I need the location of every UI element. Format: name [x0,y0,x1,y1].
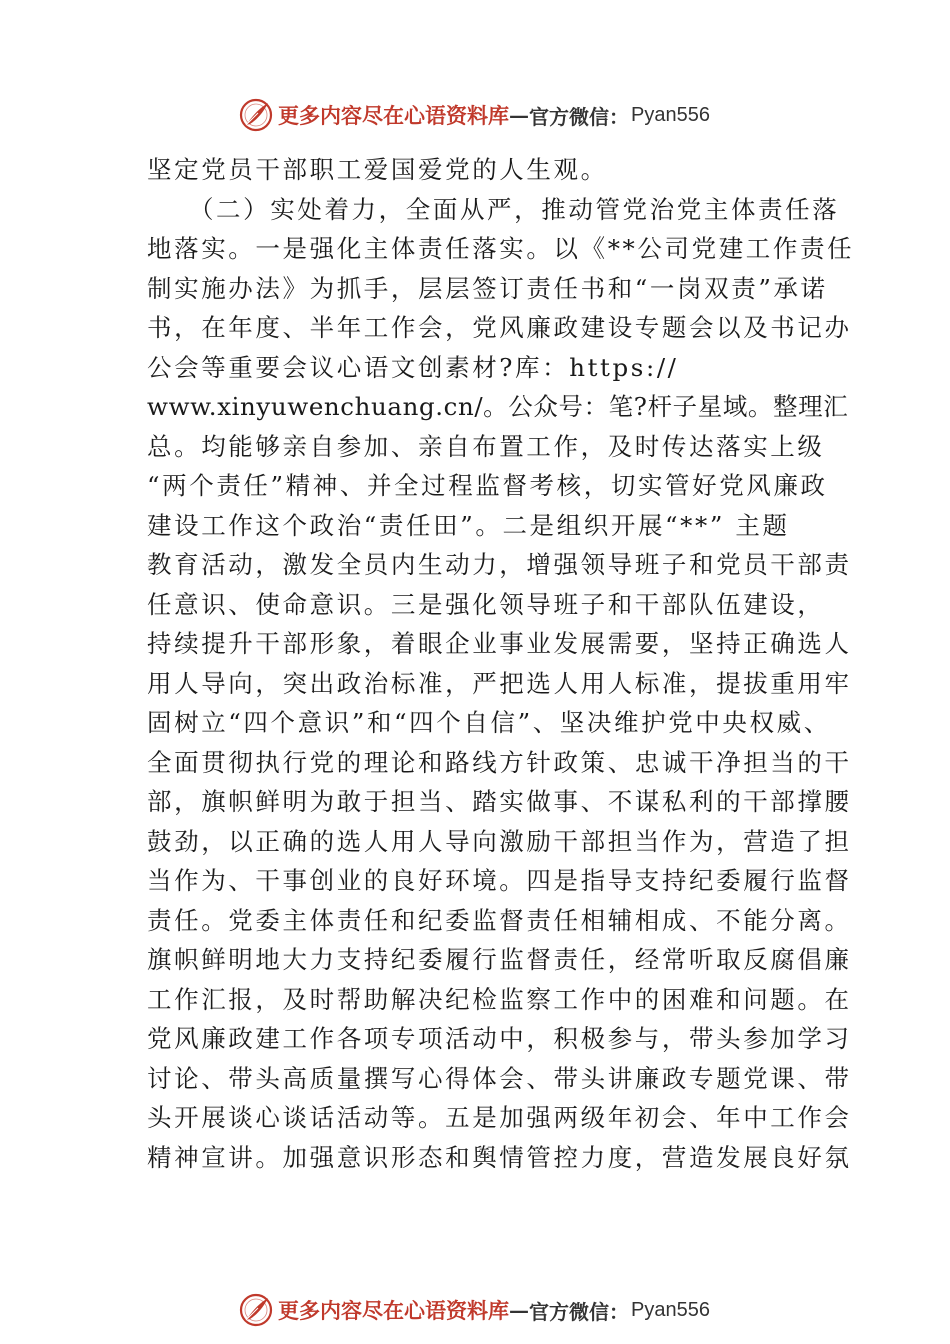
text-line: 工作汇报，及时帮助解决纪检监察工作中的困难和问题。在 [147,984,852,1014]
text-line: 全面贯彻执行党的理论和路线方针政策、忠诚干净担当的干 [147,747,852,777]
text-line: 任意识、使命意识。三是强化领导班子和干部队伍建设， [147,589,825,619]
text-line: 党风廉政建工作各项专项活动中，积极参与，带头参加学习 [147,1024,852,1053]
text-line: （二）实处着力，全面从严，推动管党治党主体责任落 [147,194,840,224]
text-line: 讨论、带头高质量撰写心得体会、带头讲廉政专题党课、带 [147,1063,852,1093]
text-line: 固树立“四个意识”和“四个自信”、坚决维护党中央权威、 [147,708,831,737]
footer-banner [0,1290,950,1330]
banner-title: 更多内容尽在心语资料库 [278,1298,509,1323]
banner-dash: — [509,1298,529,1322]
text-line: “两个责任”精神、并全过程监督考核，切实管好党风廉政 [147,471,828,500]
text-line: 用人导向，突出政治标准，严把选人用人标准，提拔重用牢 [147,668,852,698]
quill-logo-icon [238,97,274,133]
text-line: 责任。党委主体责任和纪委监督责任相辅相成、不能分离。 [147,905,852,935]
text-line: 坚定党员干部职工爱国爱党的人生观。 [147,155,608,184]
text-line: 当作为、干事创业的良好环境。四是指导支持纪委履行监督 [147,866,852,895]
text-line: 建设工作这个政治“责任田”。二是组织开展“**” 主题 [147,510,790,540]
text-line: 公会等重要会议心语文创素材?库：https:// [147,352,679,382]
quill-logo-icon [238,1292,274,1328]
text-line: 教育活动，激发全员内生动力，增强领导班子和党员干部责 [147,550,852,579]
text-line: 部，旗帜鲜明为敢于担当、踏实做事、不谋私利的干部撑腰 [147,787,852,816]
banner-wechat-id: Pyan556 [631,1298,710,1321]
banner-wechat-id: Pyan556 [631,103,710,126]
text-line: 旗帜鲜明地大力支持纪委履行监督责任，经常听取反腐倡廉 [147,945,852,974]
text-line: www.xinyuwenchuang.cn/。公众号：笔?杆子星域。整理汇 [147,392,849,421]
banner-dash: — [509,103,529,127]
text-line: 地落实。一是强化主体责任落实。以《**公司党建工作责任 [147,234,855,263]
header-banner [0,95,950,135]
banner-title: 更多内容尽在心语资料库 [278,103,509,128]
banner-subtitle: 官方微信： [529,1299,629,1324]
text-line: 制实施办法》为抓手，层层签订责任书和“一岗双责”承诺 [147,273,828,303]
text-line: 持续提升干部形象，着眼企业事业发展需要，坚持正确选人 [147,629,852,658]
text-line: 总。均能够亲自参加、亲自布置工作，及时传达落实上级 [147,431,825,461]
text-line: 精神宣讲。加强意识形态和舆情管控力度，营造发展良好氛 [147,1142,852,1172]
text-line: 书，在年度、半年工作会，党风廉政建设专题会以及书记办 [147,313,852,342]
document-body [147,150,855,1177]
text-line: 鼓劲，以正确的选人用人导向激励干部担当作为，营造了担 [147,826,852,856]
banner-subtitle: 官方微信： [529,104,629,129]
text-line: 头开展谈心谈话活动等。五是加强两级年初会、年中工作会 [147,1103,852,1132]
